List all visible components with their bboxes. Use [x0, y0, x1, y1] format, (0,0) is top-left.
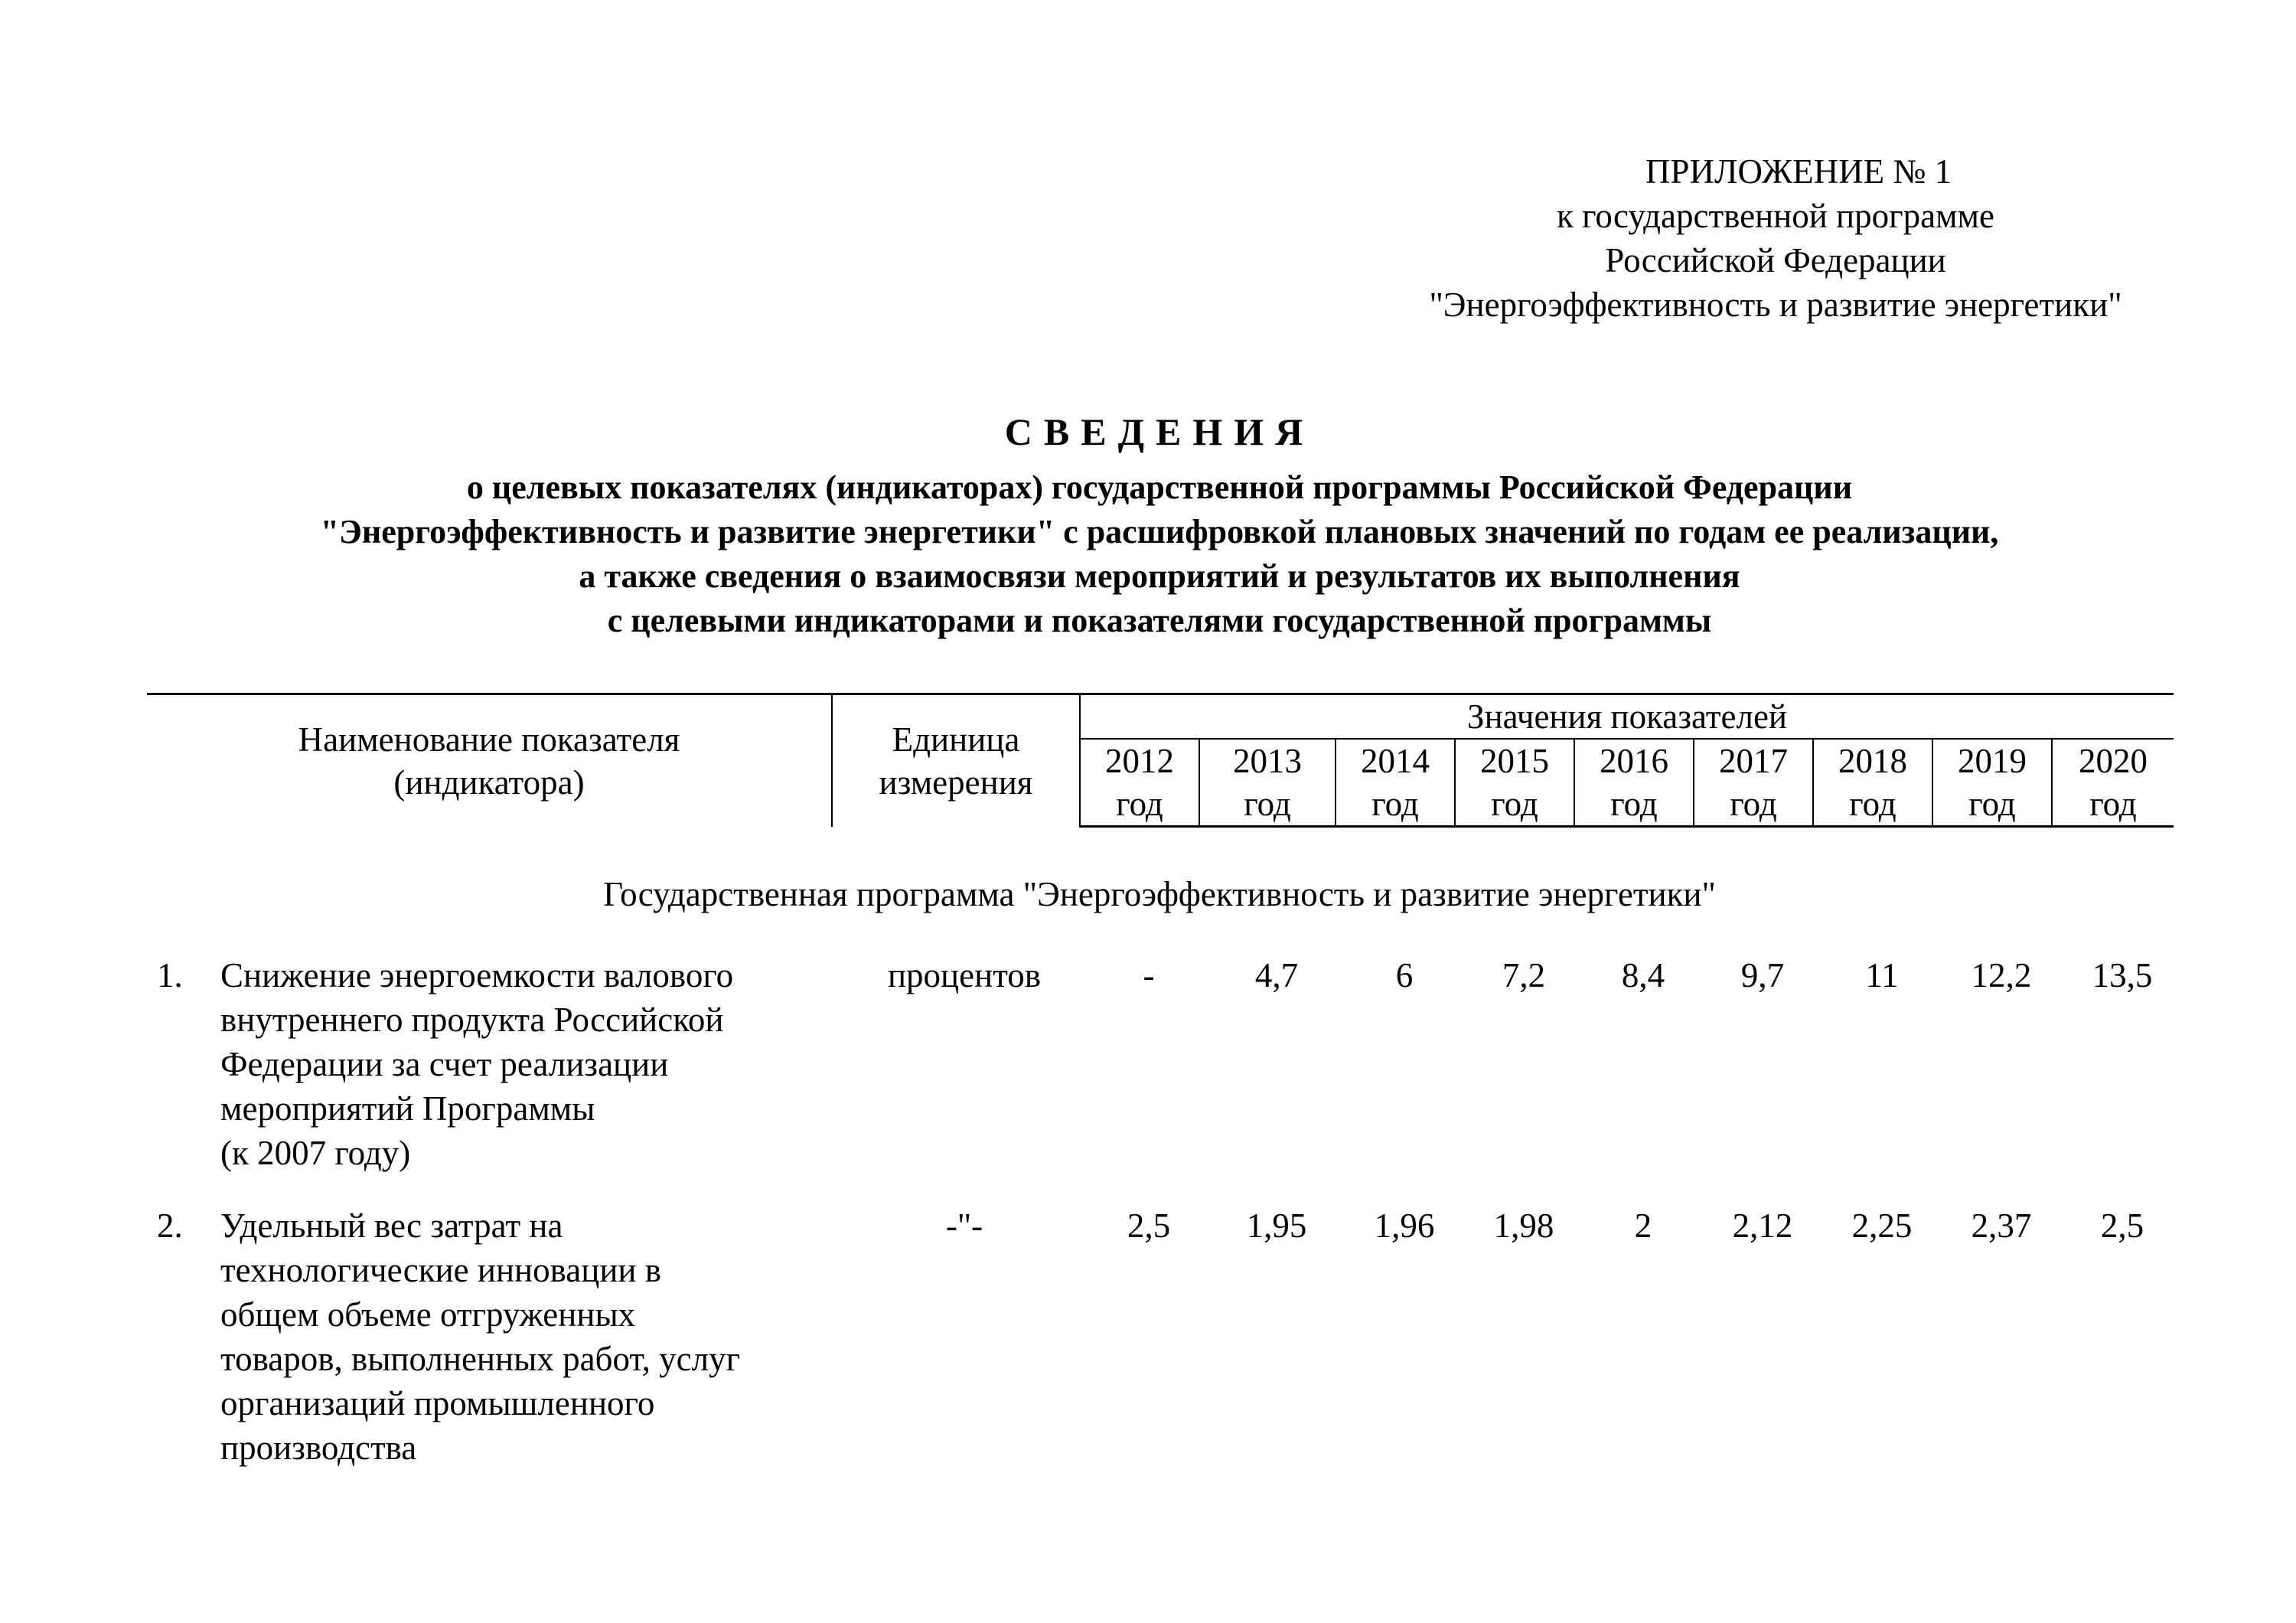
- header-year-suffix: год: [1455, 782, 1574, 827]
- row-unit: -"-: [945, 1207, 983, 1245]
- header-year: 2014: [1336, 739, 1455, 782]
- subtitle-line: о целевых показателях (индикаторах) государственной программы Российской Федерации: [466, 469, 1853, 506]
- row-value: 4,7: [1254, 956, 1299, 994]
- row-value: 12,2: [1971, 956, 2032, 994]
- subtitle-line: с целевыми индикаторами и показателями государственной программы: [607, 602, 1712, 639]
- header-year-suffix: год: [1574, 782, 1694, 827]
- row-value: 7,2: [1502, 956, 1546, 994]
- row-value: 1,98: [1493, 1207, 1554, 1245]
- header-values-title: Значения показателей: [1080, 694, 2174, 740]
- row-value: 2,5: [2100, 1207, 2144, 1245]
- section-title: Государственная программа "Энергоэффективность и развитие энергетики": [603, 875, 1716, 913]
- row-value: 6: [1395, 956, 1414, 994]
- header-year: 2016: [1574, 739, 1694, 782]
- header-year: 2020: [2052, 739, 2174, 782]
- indicators-table-header: [147, 693, 2174, 828]
- row-value: 2,5: [1127, 1207, 1171, 1245]
- appendix-program-ref: к государственной программе: [1556, 197, 1994, 235]
- row-value: 1,96: [1374, 1207, 1435, 1245]
- header-year: 2013: [1199, 739, 1336, 782]
- row-value: 1,95: [1246, 1207, 1307, 1245]
- header-year: 2017: [1694, 739, 1813, 782]
- subtitle-line: "Энергоэффективность и развитие энергетики" с расшифровкой плановых значений по годам ее реализации,: [320, 513, 1999, 550]
- header-year-suffix: год: [1813, 782, 1932, 827]
- header-year-suffix: год: [1336, 782, 1455, 827]
- document-subtitle: [0, 465, 2296, 643]
- row-value: 2,12: [1732, 1207, 1793, 1245]
- row-value: -: [1143, 956, 1155, 994]
- header-unit: Единица измерения: [832, 694, 1080, 827]
- row-value: 11: [1865, 956, 1899, 994]
- row-unit: процентов: [887, 956, 1042, 994]
- row-value: 8,4: [1621, 956, 1665, 994]
- appendix-program-name: "Энергоэффективность и развитие энергетики": [1429, 286, 2122, 324]
- header-year-suffix: год: [1080, 782, 1199, 827]
- header-year-suffix: год: [1199, 782, 1336, 827]
- row-value: 2: [1634, 1207, 1652, 1245]
- row-number: 2.: [157, 1207, 183, 1245]
- row-indicator-name: Удельный вес затрат на технологические инновации в общем объеме отгруженных товаров, выполненных работ, услуг организаций промышленного производства: [220, 1207, 741, 1467]
- row-number: 1.: [157, 956, 183, 994]
- header-year: 2015: [1455, 739, 1574, 782]
- header-year: 2012: [1080, 739, 1199, 782]
- appendix-number: ПРИЛОЖЕНИЕ № 1: [1645, 152, 1952, 191]
- subtitle-line: а также сведения о взаимосвязи мероприятий и результатов их выполнения: [579, 557, 1740, 595]
- appendix-country: Российской Федерации: [1605, 241, 1946, 279]
- header-year: 2018: [1813, 739, 1932, 782]
- header-indicator-name: Наименование показателя (индикатора): [147, 694, 832, 827]
- row-value: 2,37: [1971, 1207, 2032, 1245]
- header-year-suffix: год: [1932, 782, 2052, 827]
- row-value: 2,25: [1851, 1207, 1913, 1245]
- header-year-suffix: год: [1694, 782, 1813, 827]
- row-indicator-name: Снижение энергоемкости валового внутреннего продукта Российской Федерации за счет реализации мероприятий Программы (к 2007 году): [220, 956, 734, 1172]
- row-value: 9,7: [1740, 956, 1785, 994]
- document-title: СВЕДЕНИЯ: [1004, 410, 1315, 453]
- appendix-block: [1332, 149, 2219, 327]
- header-year: 2019: [1932, 739, 2052, 782]
- row-value: 13,5: [2092, 956, 2153, 994]
- header-year-suffix: год: [2052, 782, 2174, 827]
